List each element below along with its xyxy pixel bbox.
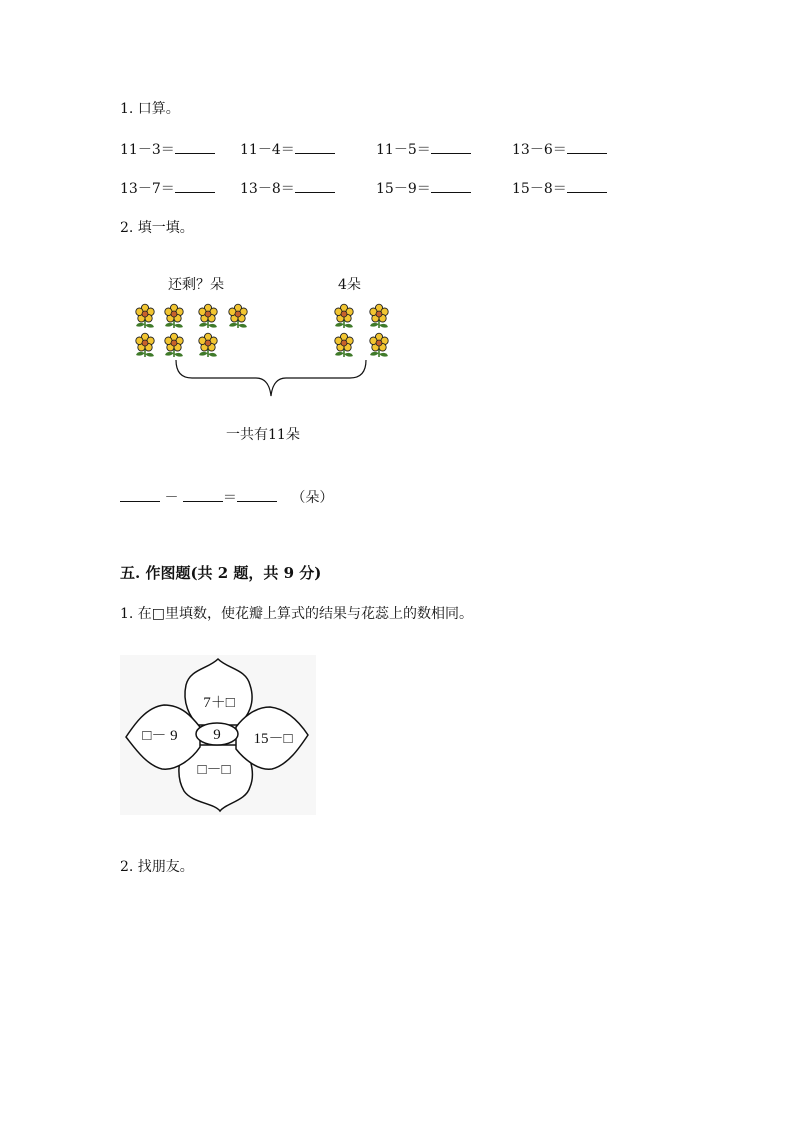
- answer-blank[interactable]: [183, 489, 223, 502]
- equation-text: 11－3＝: [120, 142, 175, 158]
- total-label: 一共有11朵: [226, 427, 300, 443]
- flower-icon: [136, 333, 154, 357]
- left-expression: □－ 9: [142, 728, 178, 744]
- flower-icon: [335, 333, 353, 357]
- flower-group-illustration: [128, 298, 398, 408]
- answer-blank[interactable]: [295, 141, 335, 154]
- answer-blank[interactable]: [567, 180, 607, 193]
- equation: [120, 178, 215, 198]
- minus-sign: －: [164, 490, 179, 506]
- equation-text: 11－4＝: [240, 142, 295, 158]
- flower-icon: [165, 333, 183, 357]
- answer-blank[interactable]: [431, 180, 471, 193]
- answer-blank[interactable]: [237, 489, 277, 502]
- q2-answer-equation: [120, 487, 333, 507]
- section-title: 五. 作图题(共 2 题，共 9 分): [120, 564, 322, 582]
- equation-text: 11－5＝: [376, 142, 431, 158]
- bottom-expression: □－□: [197, 762, 231, 778]
- flower-icon: [136, 304, 154, 328]
- answer-blank[interactable]: [431, 141, 471, 154]
- flower-icon: [229, 304, 247, 328]
- flower-icon: [335, 304, 353, 328]
- brace: [176, 360, 366, 396]
- equation-text: 13－8＝: [240, 181, 295, 197]
- equation-text: 13－6＝: [512, 142, 567, 158]
- equation-text: 15－9＝: [376, 181, 431, 197]
- remaining-label: 还剩？朵: [168, 277, 224, 293]
- unit-label: （朵）: [291, 490, 334, 506]
- answer-blank[interactable]: [295, 180, 335, 193]
- q5-2-title: 2. 找朋友。: [120, 859, 194, 875]
- equation: [376, 178, 471, 198]
- flower-icon: [370, 304, 388, 328]
- given-label: 4朵: [338, 277, 361, 293]
- answer-blank[interactable]: [567, 141, 607, 154]
- equals-sign: ＝: [222, 490, 237, 506]
- equation: [512, 139, 607, 159]
- flower-icon: [199, 333, 217, 357]
- equation: [376, 139, 471, 159]
- flower-icon: [199, 304, 217, 328]
- flower-icon: [370, 333, 388, 357]
- answer-blank[interactable]: [120, 489, 160, 502]
- equation: [120, 139, 215, 159]
- equation: [512, 178, 607, 198]
- answer-blank[interactable]: [175, 141, 215, 154]
- q2-title: 2. 填一填。: [120, 220, 194, 236]
- q1-title: 1. 口算。: [120, 101, 180, 117]
- equation: [240, 139, 335, 159]
- q5-1-title: 1. 在□里填数，使花瓣上算式的结果与花蕊上的数相同。: [120, 606, 474, 622]
- flower-icon: [165, 304, 183, 328]
- equation-text: 15－8＝: [512, 181, 567, 197]
- answer-blank[interactable]: [175, 180, 215, 193]
- top-expression: 7＋□: [203, 695, 235, 711]
- petal-diagram: [120, 655, 316, 815]
- center-number: 9: [213, 727, 221, 743]
- equation-text: 13－7＝: [120, 181, 175, 197]
- equation: [240, 178, 335, 198]
- right-expression: 15－□: [253, 731, 293, 747]
